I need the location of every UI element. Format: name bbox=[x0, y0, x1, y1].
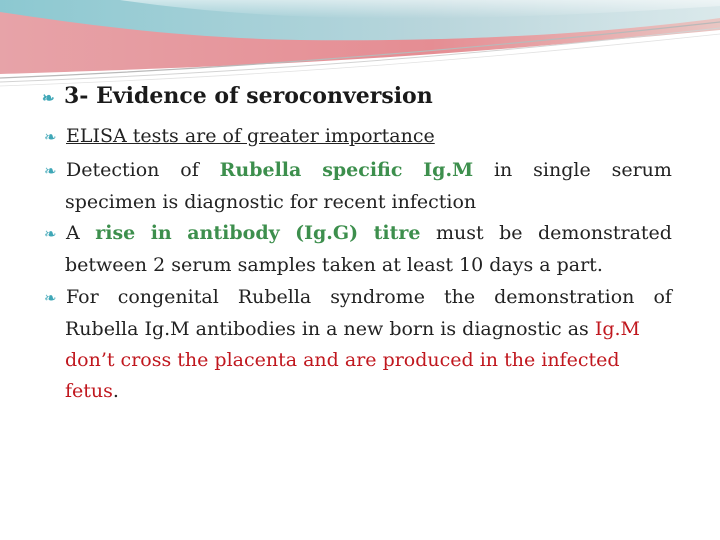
bullet-3-line-2: between 2 serum samples taken at least 10 days a part. bbox=[65, 254, 603, 276]
bullet-2-line-2: specimen is diagnostic for recent infection bbox=[65, 191, 477, 213]
lotus-bullet-icon: ❧ bbox=[44, 162, 57, 180]
heading-text: 3- Evidence of seroconversion bbox=[64, 83, 433, 109]
bullet-item-1 bbox=[44, 121, 672, 153]
lotus-bullet-icon: ❧ bbox=[44, 128, 57, 146]
bullet-4-line-3: don’t cross the placenta and are produced in the infected bbox=[65, 349, 620, 371]
bullet-4-line-1: ❧ For congenital Rubella syndrome the demonstration of bbox=[44, 282, 672, 314]
slide-heading bbox=[42, 83, 433, 109]
bullet-1-text: ELISA tests are of greater importance bbox=[66, 125, 435, 147]
lotus-bullet-icon: ❧ bbox=[44, 289, 57, 307]
bullet-item-3 bbox=[44, 218, 672, 281]
bullet-4-line-2: Rubella Ig.M antibodies in a new born is diagnostic as Ig.M bbox=[65, 318, 640, 340]
bullet-3-line-1: ❧ A rise in antibody (Ig.G) titre must be demonstrated bbox=[44, 218, 672, 250]
lotus-bullet-icon: ❧ bbox=[44, 225, 57, 243]
bullet-item-2 bbox=[44, 155, 672, 218]
bullet-2-line-1: ❧ Detection of Rubella specific Ig.M in single serum bbox=[44, 155, 672, 187]
lotus-bullet-icon: ❧ bbox=[42, 89, 55, 107]
bullet-item-4 bbox=[44, 282, 672, 407]
bullet-4-line-4: fetus. bbox=[65, 380, 119, 402]
